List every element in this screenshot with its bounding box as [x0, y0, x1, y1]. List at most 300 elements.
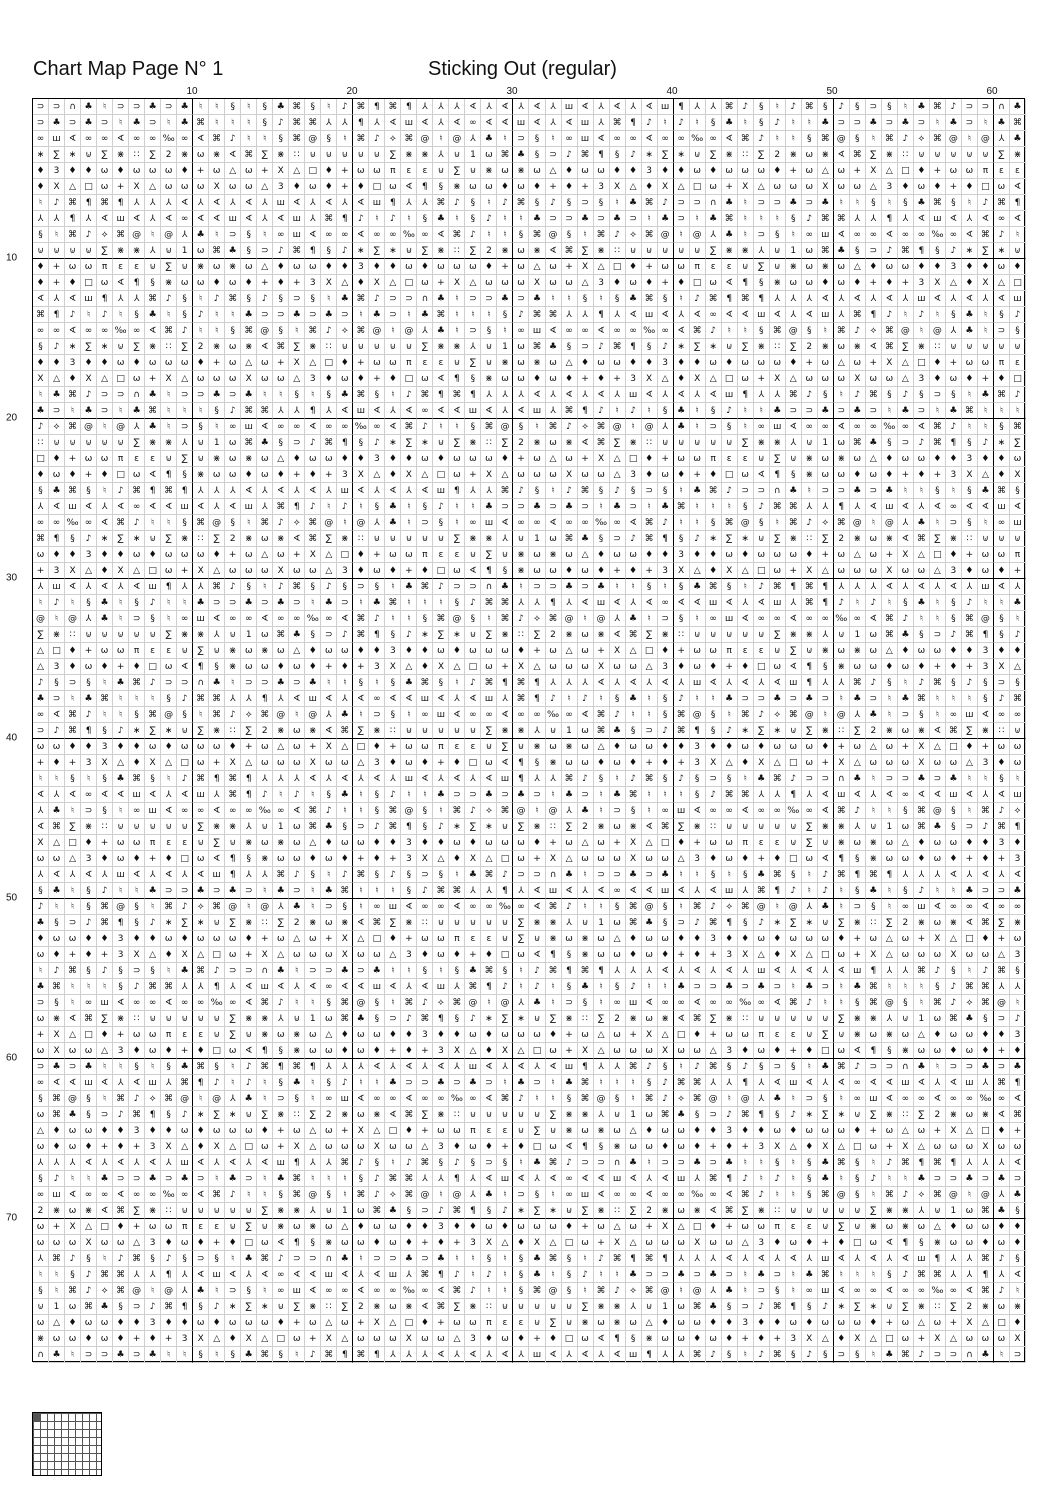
chart-cell: ∞	[369, 1283, 385, 1299]
chart-cell: +	[706, 947, 722, 963]
chart-cell: ¶	[129, 275, 145, 291]
chart-cell: ω	[898, 723, 914, 739]
chart-cell: ♮	[529, 419, 545, 435]
chart-cell: ♪	[49, 723, 65, 739]
chart-cell: ♪	[722, 1107, 738, 1123]
chart-cell: ♪	[818, 883, 834, 899]
chart-cell: ⅄	[401, 195, 417, 211]
chart-cell: §	[866, 899, 882, 915]
chart-cell: ω	[914, 1043, 930, 1059]
chart-cell: ⊃	[177, 387, 193, 403]
chart-cell: ω	[642, 1235, 658, 1251]
chart-cell: ⅄	[802, 1251, 818, 1267]
chart-cell: ♪	[209, 291, 225, 307]
chart-cell: ∑	[578, 243, 594, 259]
chart-cell: ω	[97, 179, 113, 195]
chart-cell: ⊃	[962, 99, 978, 115]
chart-cell: ♣	[97, 1299, 113, 1315]
chart-cell: +	[978, 371, 994, 387]
chart-cell: ♣	[562, 787, 578, 803]
chart-cell: ⋇	[642, 1331, 658, 1347]
chart-cell: ⊍	[465, 547, 481, 563]
chart-cell: ♣	[81, 691, 97, 707]
chart-cell: ⌘	[433, 883, 449, 899]
chart-cell: ⊍	[930, 1203, 946, 1219]
chart-cell: □	[529, 1043, 545, 1059]
chart-cell: ⅄	[257, 771, 273, 787]
chart-cell: X	[385, 659, 401, 675]
chart-cell: ⊍	[209, 915, 225, 931]
chart-cell: ♪	[882, 307, 898, 323]
chart-cell: ⌘	[930, 1187, 946, 1203]
chart-cell: ω	[225, 1315, 241, 1331]
chart-cell: ♦	[481, 259, 497, 275]
chart-cell: ♮	[321, 675, 337, 691]
chart-cell: ∢	[642, 131, 658, 147]
chart-cell: §	[129, 1059, 145, 1075]
chart-cell: @	[449, 131, 465, 147]
chart-cell: §	[802, 1155, 818, 1171]
chart-cell: ⌘	[978, 1203, 994, 1219]
chart-cell: ∢	[642, 995, 658, 1011]
chart-cell: ω	[978, 947, 994, 963]
chart-cell: ⊃	[481, 1075, 497, 1091]
chart-cell: ⅄	[353, 1059, 369, 1075]
chart-cell: ⌘	[610, 1251, 626, 1267]
chart-cell: ⊍	[113, 627, 129, 643]
chart-cell: ♪	[754, 1299, 770, 1315]
chart-cell: ⋇	[513, 723, 529, 739]
chart-cell: §	[562, 979, 578, 995]
chart-cell: ⅄	[562, 1347, 578, 1363]
chart-cell: ⊃	[65, 675, 81, 691]
chart-cell: ⊃	[353, 963, 369, 979]
chart-cell: ♦	[834, 1235, 850, 1251]
chart-cell: §	[722, 1299, 738, 1315]
chart-cell: §	[433, 515, 449, 531]
chart-cell: △	[385, 947, 401, 963]
chart-cell: ∑	[850, 723, 866, 739]
chart-cell: ⊍	[722, 819, 738, 835]
chart-cell: ⊃	[834, 483, 850, 499]
chart-cell: +	[49, 259, 65, 275]
chart-cell: ⊍	[1010, 723, 1026, 739]
chart-cell: ∞	[225, 611, 241, 627]
chart-cell: ω	[497, 1027, 513, 1043]
chart-cell: ∗	[674, 339, 690, 355]
chart-cell: ∑	[225, 1027, 241, 1043]
chart-cell: △	[417, 1139, 433, 1155]
chart-cell: ∢	[930, 1091, 946, 1107]
chart-cell: @	[257, 323, 273, 339]
chart-cell: ⅄	[770, 1251, 786, 1267]
chart-cell: +	[818, 755, 834, 771]
chart-cell: ω	[658, 467, 674, 483]
chart-cell: ♮	[33, 195, 49, 211]
chart-cell: X	[305, 755, 321, 771]
chart-cell: ω	[818, 371, 834, 387]
chart-cell: ♦	[417, 563, 433, 579]
chart-cell: ♣	[65, 1107, 81, 1123]
chart-cell: ∞	[562, 323, 578, 339]
chart-cell: ♮	[962, 195, 978, 211]
chart-cell: ∗	[546, 1203, 562, 1219]
chart-cell: ω	[401, 259, 417, 275]
chart-cell: ♮	[594, 291, 610, 307]
chart-cell: ω	[818, 467, 834, 483]
chart-cell: 3	[113, 931, 129, 947]
chart-cell: +	[674, 947, 690, 963]
chart-cell: ♮	[674, 515, 690, 531]
chart-cell: ∑	[529, 627, 545, 643]
chart-cell: ω	[978, 1331, 994, 1347]
chart-cell: ♪	[385, 211, 401, 227]
chart-cell: ⅄	[209, 627, 225, 643]
chart-cell: ♪	[674, 115, 690, 131]
chart-cell: ⌘	[241, 435, 257, 451]
chart-cell: §	[1010, 1251, 1026, 1267]
chart-cell: ♦	[738, 931, 754, 947]
chart-cell: ∢	[882, 1091, 898, 1107]
chart-cell: ω	[529, 563, 545, 579]
chart-cell: ⊍	[49, 243, 65, 259]
chart-cell: ⊃	[257, 675, 273, 691]
chart-cell: ⊃	[193, 1171, 209, 1187]
chart-cell: ¶	[513, 771, 529, 787]
chart-cell: ♮	[289, 323, 305, 339]
chart-cell: ∞	[273, 803, 289, 819]
chart-cell: §	[978, 675, 994, 691]
chart-cell: @	[513, 803, 529, 819]
chart-cell: §	[818, 1347, 834, 1363]
chart-cell: ∞	[465, 707, 481, 723]
chart-cell: ♮	[33, 387, 49, 403]
chart-cell: ♪	[690, 531, 706, 547]
chart-cell: ∢	[642, 99, 658, 115]
chart-cell: ⋇	[161, 275, 177, 291]
chart-cell: §	[513, 227, 529, 243]
chart-cell: ♪	[369, 131, 385, 147]
chart-cell: ♦	[241, 275, 257, 291]
chart-cell: ♮	[65, 595, 81, 611]
chart-cell: §	[369, 1155, 385, 1171]
chart-cell: ⌘	[177, 1075, 193, 1091]
chart-cell: ш	[818, 1283, 834, 1299]
chart-cell: X	[337, 947, 353, 963]
chart-cell: ω	[465, 1315, 481, 1331]
chart-cell: ♣	[321, 307, 337, 323]
chart-cell: ⌘	[481, 963, 497, 979]
chart-cell: ω	[978, 1219, 994, 1235]
chart-cell: △	[626, 1123, 642, 1139]
chart-cell: ⌘	[626, 915, 642, 931]
chart-cell: ♮	[546, 1187, 562, 1203]
chart-cell: ⊍	[481, 1107, 497, 1123]
chart-cell: §	[273, 131, 289, 147]
chart-cell: ⅄	[177, 435, 193, 451]
chart-cell: ω	[674, 1331, 690, 1347]
chart-cell: ω	[898, 259, 914, 275]
chart-cell: ♦	[113, 1219, 129, 1235]
chart-cell: ⌘	[65, 419, 81, 435]
chart-cell: §	[946, 819, 962, 835]
chart-cell: ω	[594, 1315, 610, 1331]
chart-cell: ∢	[193, 1187, 209, 1203]
chart-cell: ¶	[113, 195, 129, 211]
chart-cell: ⊃	[273, 307, 289, 323]
chart-cell: ⅄	[866, 579, 882, 595]
chart-cell: ⅄	[241, 691, 257, 707]
chart-cell: +	[658, 275, 674, 291]
chart-cell: △	[369, 467, 385, 483]
chart-cell: ω	[33, 1219, 49, 1235]
chart-cell: X	[369, 275, 385, 291]
chart-cell: ♣	[626, 195, 642, 211]
chart-cell: X	[978, 275, 994, 291]
chart-cell: ♪	[113, 483, 129, 499]
chart-cell: ⊍	[177, 643, 193, 659]
chart-cell: □	[626, 451, 642, 467]
chart-cell: ♦	[658, 547, 674, 563]
chart-cell: △	[225, 163, 241, 179]
chart-cell: ω	[930, 835, 946, 851]
chart-cell: §	[369, 867, 385, 883]
chart-cell: ∢	[754, 467, 770, 483]
chart-cell: ⌘	[65, 963, 81, 979]
chart-cell: ♦	[690, 1331, 706, 1347]
chart-cell: ∞	[946, 499, 962, 515]
chart-cell: ⊍	[401, 723, 417, 739]
chart-cell: ♦	[113, 163, 129, 179]
chart-cell: ♮	[786, 979, 802, 995]
chart-cell: ε	[802, 1219, 818, 1235]
chart-cell: ⅄	[337, 1059, 353, 1075]
chart-cell: ⅄	[225, 483, 241, 499]
chart-cell: ♣	[369, 963, 385, 979]
chart-cell: §	[273, 435, 289, 451]
chart-cell: §	[658, 1059, 674, 1075]
chart-cell: ♮	[65, 995, 81, 1011]
chart-cell: △	[914, 1139, 930, 1155]
chart-cell: §	[241, 227, 257, 243]
chart-cell: ⊃	[882, 115, 898, 131]
chart-cell: ♪	[802, 995, 818, 1011]
chart-cell: ω	[962, 1203, 978, 1219]
chart-cell: ш	[289, 227, 305, 243]
chart-cell: ш	[81, 1075, 97, 1091]
chart-cell: ∢	[497, 99, 513, 115]
chart-cell: ω	[658, 931, 674, 947]
chart-cell: 1	[49, 1299, 65, 1315]
chart-cell: ⋇	[978, 1299, 994, 1315]
chart-cell: ⌘	[161, 1299, 177, 1315]
chart-cell: ∢	[626, 883, 642, 899]
chart-cell: □	[786, 851, 802, 867]
chart-cell: ♮	[449, 291, 465, 307]
chart-cell: 1	[497, 339, 513, 355]
chart-cell: △	[738, 563, 754, 579]
chart-cell: +	[353, 851, 369, 867]
chart-cell: ∞	[674, 1187, 690, 1203]
chart-cell: ω	[177, 179, 193, 195]
chart-cell: ω	[417, 275, 433, 291]
chart-cell: ⌘	[113, 1091, 129, 1107]
chart-cell: △	[866, 451, 882, 467]
chart-cell: ⌘	[914, 1267, 930, 1283]
chart-cell: ⊍	[289, 1011, 305, 1027]
chart-cell: ⌘	[1010, 419, 1026, 435]
chart-cell: ∢	[690, 963, 706, 979]
chart-cell: ♮	[433, 595, 449, 611]
chart-cell: ♪	[962, 675, 978, 691]
chart-cell: ♣	[289, 627, 305, 643]
chart-cell: ♦	[65, 467, 81, 483]
chart-cell: ш	[193, 611, 209, 627]
chart-cell: ⅄	[449, 99, 465, 115]
chart-cell: ♮	[610, 579, 626, 595]
chart-cell: §	[850, 243, 866, 259]
chart-cell: ⌘	[882, 1187, 898, 1203]
chart-cell: ⊃	[706, 419, 722, 435]
chart-cell: ⌘	[481, 595, 497, 611]
chart-cell: ⅄	[674, 1251, 690, 1267]
chart-cell: ∢	[690, 803, 706, 819]
chart-cell: △	[946, 931, 962, 947]
chart-cell: ∞	[145, 995, 161, 1011]
chart-cell: ∞	[225, 995, 241, 1011]
chart-cell: §	[690, 771, 706, 787]
chart-cell: ε	[722, 259, 738, 275]
chart-cell: ⊍	[978, 339, 994, 355]
chart-cell: ⅄	[642, 963, 658, 979]
chart-cell: +	[353, 659, 369, 675]
chart-cell: ♦	[690, 1027, 706, 1043]
chart-cell: ¶	[433, 1011, 449, 1027]
chart-cell: ∢	[674, 883, 690, 899]
chart-cell: ⋇	[337, 915, 353, 931]
chart-cell: ♪	[417, 883, 433, 899]
chart-cell: §	[802, 131, 818, 147]
chart-cell: ¶	[337, 1347, 353, 1363]
chart-cell: ⊃	[866, 483, 882, 499]
chart-cell: 1	[946, 1203, 962, 1219]
chart-cell: ♣	[337, 1251, 353, 1267]
chart-cell: ш	[706, 595, 722, 611]
chart-cell: ω	[513, 947, 529, 963]
chart-cell: ♮	[65, 803, 81, 819]
chart-cell: ¶	[481, 979, 497, 995]
chart-cell: ♮	[930, 691, 946, 707]
chart-cell: ⌘	[642, 227, 658, 243]
chart-cell: π	[722, 643, 738, 659]
chart-cell: +	[321, 931, 337, 947]
chart-cell: ♮	[385, 611, 401, 627]
chart-cell: ⅄	[321, 1155, 337, 1171]
chart-cell: 3	[81, 547, 97, 563]
chart-cell: ⊃	[449, 1075, 465, 1091]
chart-cell: ♣	[241, 595, 257, 611]
chart-cell: ⌘	[417, 1155, 433, 1171]
chart-cell: ♣	[818, 899, 834, 915]
chart-cell: ⌘	[369, 1203, 385, 1219]
chart-cell: ¶	[385, 195, 401, 211]
chart-cell: ⊍	[113, 435, 129, 451]
chart-cell: ♣	[241, 1251, 257, 1267]
chart-cell: ⊃	[754, 227, 770, 243]
chart-cell: ♣	[914, 1171, 930, 1187]
chart-cell: ‰	[161, 1187, 177, 1203]
chart-cell: ∢	[994, 291, 1010, 307]
chart-cell: ∑	[513, 931, 529, 947]
chart-cell: ω	[385, 1299, 401, 1315]
chart-cell: ♣	[850, 483, 866, 499]
chart-cell: ⊍	[770, 643, 786, 659]
chart-cell: ∞	[81, 787, 97, 803]
chart-cell: ⅄	[786, 435, 802, 451]
chart-cell: X	[962, 467, 978, 483]
chart-cell: ∗	[65, 339, 81, 355]
row-number: 30	[6, 572, 18, 584]
chart-cell: △	[834, 355, 850, 371]
chart-cell: ♮	[882, 707, 898, 723]
chart-cell: ♪	[946, 243, 962, 259]
chart-cell: ⋇	[802, 627, 818, 643]
chart-cell: ∑	[193, 643, 209, 659]
chart-cell: ∑	[898, 1299, 914, 1315]
chart-cell: ω	[81, 1123, 97, 1139]
chart-cell: ♦	[369, 643, 385, 659]
chart-cell: ⊃	[770, 1059, 786, 1075]
chart-cell: ♪	[433, 499, 449, 515]
chart-cell: ♪	[273, 515, 289, 531]
chart-cell: ⋇	[562, 1011, 578, 1027]
chart-cell: ω	[145, 1043, 161, 1059]
chart-cell: ⋇	[433, 339, 449, 355]
chart-cell: ♮	[257, 387, 273, 403]
chart-cell: ⊍	[65, 435, 81, 451]
chart-cell: ∢	[225, 1267, 241, 1283]
chart-cell: ♣	[866, 115, 882, 131]
chart-cell: △	[898, 371, 914, 387]
chart-cell: ♦	[97, 563, 113, 579]
chart-cell: ♮	[690, 419, 706, 435]
chart-cell: ⌘	[529, 1283, 545, 1299]
chart-cell: ♮	[994, 403, 1010, 419]
chart-cell: △	[33, 659, 49, 675]
chart-cell: ⊍	[81, 243, 97, 259]
chart-cell: @	[353, 515, 369, 531]
chart-cell: △	[546, 163, 562, 179]
chart-cell: ⊍	[465, 163, 481, 179]
chart-cell: 3	[465, 1235, 481, 1251]
chart-cell: ⌘	[610, 115, 626, 131]
chart-cell: ⊍	[738, 259, 754, 275]
chart-cell: ♣	[385, 515, 401, 531]
chart-cell: ♪	[49, 963, 65, 979]
chart-cell: ⌘	[818, 211, 834, 227]
chart-cell: ω	[449, 563, 465, 579]
chart-cell: ⊍	[850, 1219, 866, 1235]
chart-cell: ∢	[193, 211, 209, 227]
chart-cell: ∞	[658, 995, 674, 1011]
chart-cell: ♣	[802, 691, 818, 707]
chart-cell: ⊃	[978, 883, 994, 899]
chart-cell: ⌘	[449, 387, 465, 403]
chart-cell: ω	[161, 1219, 177, 1235]
chart-cell: ♪	[994, 691, 1010, 707]
chart-cell: ⌘	[562, 771, 578, 787]
chart-cell: ⊃	[161, 99, 177, 115]
